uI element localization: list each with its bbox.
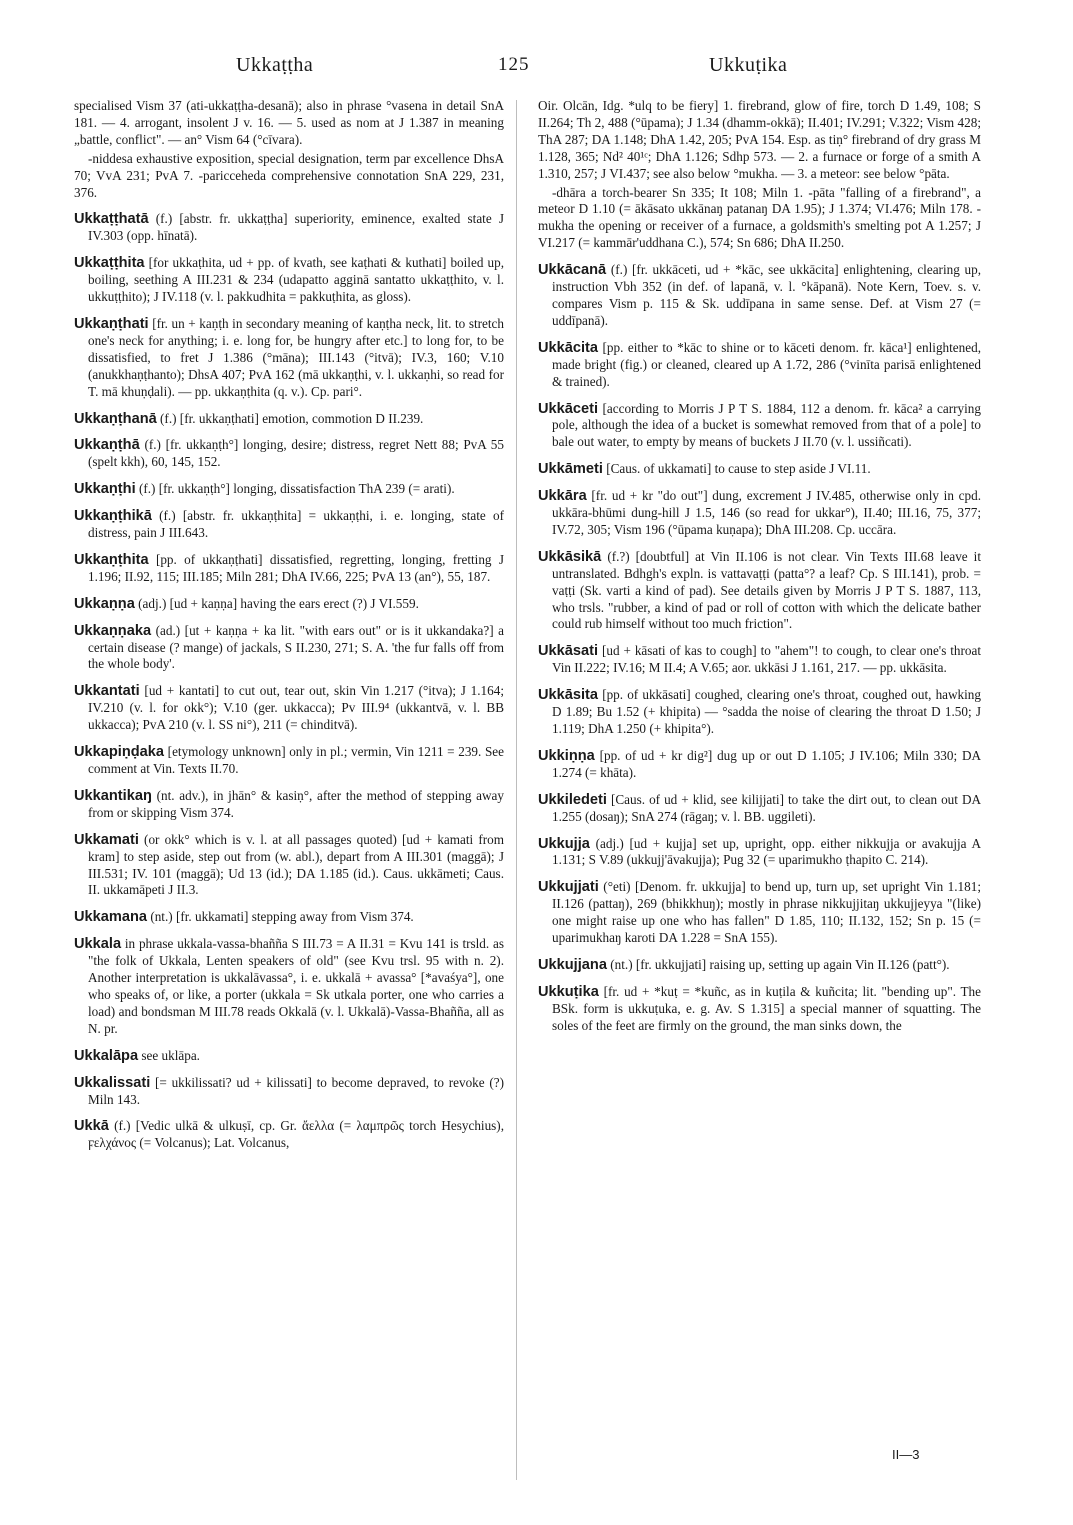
dictionary-entry bbox=[538, 461, 981, 478]
entry-text: (or okk° which is v. l. at all passages quoted) [ud + kamati from kram] to step aside, step out from (w. abl.), depart from A III.301 (maggā); J III.531; IV. 101 (maggā); Ud 13 (id.); DA 1.185 (id.). Caus. ukkāmeti; Caus. II. ukkamāpeti J II.3. bbox=[88, 831, 504, 898]
entry-headword: Ukkalissati bbox=[74, 1074, 151, 1091]
entry-headword: Ukkalāpa bbox=[74, 1047, 139, 1064]
dictionary-entry bbox=[74, 437, 504, 471]
entry-headword: Ukkaṇṇa bbox=[74, 595, 135, 612]
entry-headword: Ukkapiṇḍaka bbox=[74, 744, 165, 761]
dictionary-entry bbox=[74, 255, 504, 306]
entry-headword: Ukkāra bbox=[538, 488, 587, 505]
entry-headword: Ukkācita bbox=[538, 339, 599, 356]
dictionary-entry bbox=[74, 683, 504, 734]
entry-headword: Ukkaṇṭhā bbox=[74, 437, 140, 454]
dictionary-entry bbox=[74, 211, 504, 245]
entry-text: (f.) [abstr. fr. ukkaṭṭha] superiority, eminence, exalted state J IV.303 (opp. hīnatā). bbox=[88, 211, 504, 244]
entry-headword: Ukkantikaŋ bbox=[74, 787, 152, 804]
dictionary-entry bbox=[74, 596, 504, 613]
entry-text: [pp. of ud + kr dig²] dug up or out D 1.105; J IV.106; Miln 330; DA 1.274 (= khāta). bbox=[552, 747, 981, 780]
entry-headword: Ukkā bbox=[74, 1118, 109, 1135]
dictionary-entry bbox=[74, 623, 504, 674]
entry-text: [fr. un + kaṇṭh in secondary meaning of kaṇṭha neck, lit. to stretch one's neck for anything; i. e. long for, be hungry after etc.] to long for, to be dissatisfied, to fret J 1.386 (°māna); III.143 (°itvā); IV.3, 160; V.10 (anukkhaṇṭhanto); DhsA 407; PvA 162 (mā ukkaṇṭhi, v. l. ukkaṇhi, so read for T. mā khuṇḍali). — pp. ukkaṇṭhita (q. v.). Cp. pari°. bbox=[88, 315, 504, 399]
entry-headword: Ukkaṭṭhatā bbox=[74, 211, 149, 228]
entry-headword: Ukkaṇṭhikā bbox=[74, 508, 152, 525]
entry-headword: Ukkamana bbox=[74, 909, 148, 926]
dictionary-entry bbox=[538, 836, 981, 870]
entry-headword: Ukkaṇṭhi bbox=[74, 481, 136, 498]
entry-text: Oir. Olcān, Idg. *ulq to be fiery] 1. firebrand, glow of fire, torch D 1.49, 108; S II.264; Th 2, 488 (°ūpama); J 1.34 (dhamm-okkā); II.401; IV.291; V.322; Vism 428; ThA 287; DA 1.148; DhA 1.42, 205; PvA 154. Esp. as tiṇ° firebrand of dry grass M 1.128, 365; Nd² 40¹ᶜ; DhA 1.126; Sdhp 573. — 2. a furnace or forge of a smith A 1.310, 257; J VI.437; see also below °mukha. — 3. a meteor: see below °pāta. bbox=[538, 98, 981, 181]
entry-headword: Ukkaṭṭhita bbox=[74, 255, 145, 272]
entry-headword: Ukkāsita bbox=[538, 687, 599, 704]
entry-text: [pp. of ukkāsati] coughed, clearing one's throat, coughed out, hawking D 1.89; Bu 1.52 (+ khipita) — °sadda the noise of clearing the throat D 1.50; J 1.119; DhA 1.250 (+ khipita°). bbox=[552, 687, 981, 736]
dictionary-entry bbox=[74, 98, 504, 149]
dictionary-entry bbox=[74, 481, 504, 498]
entry-headword: Ukkujjana bbox=[538, 956, 607, 973]
right-column bbox=[538, 98, 981, 1045]
dictionary-entry bbox=[74, 936, 504, 1037]
dictionary-entry bbox=[538, 185, 981, 253]
entry-headword: Ukkujjati bbox=[538, 879, 599, 896]
entry-headword: Ukkāceti bbox=[538, 400, 599, 417]
entry-text: (f.) [abstr. fr. ukkaṇṭhita] = ukkaṇṭhi, i. e. longing, state of distress, pain J III.643. bbox=[88, 508, 504, 541]
dictionary-entry bbox=[538, 98, 981, 183]
dictionary-entry bbox=[74, 411, 504, 428]
dictionary-entry bbox=[74, 316, 504, 401]
entry-headword: Ukkaṇṭhanā bbox=[74, 410, 157, 427]
entry-headword: Ukkiṇṇa bbox=[538, 747, 595, 764]
entry-headword: Ukkaṇṭhita bbox=[74, 551, 149, 568]
left-column bbox=[74, 98, 504, 1162]
dictionary-entry bbox=[538, 262, 981, 330]
dictionary-entry bbox=[538, 549, 981, 634]
dictionary-entry bbox=[74, 909, 504, 926]
column-divider bbox=[516, 100, 517, 1480]
entry-text: [for ukkaṭhita, ud + pp. of kvath, see kaṭhati & kuthati] boiled up, boiling, seething A III.231 & 234 (udapatto agginā santatto ukkaṭṭhito, v. l. ukkuṭṭhito); J IV.118 (v. l. pakkudhita = pakkuṭhita, as gloss). bbox=[88, 255, 504, 305]
dictionary-entry bbox=[538, 792, 981, 826]
entry-text: (adj.) [ud + kujja] set up, upright, opp. either nikkujja or avakujja A 1.131; S V.89 (ukkujj'āvakujja); Pug 32 (= uparimukho ṭhapito C. 214). bbox=[552, 835, 981, 868]
entry-headword: Ukkāsati bbox=[538, 643, 599, 660]
dictionary-entry bbox=[538, 687, 981, 738]
entry-text: [according to Morris J P T S. 1884, 112 a denom. fr. kāca² a carrying pole, although the idea of a bucket is somewhat removed from that of a pole] to bale out water, to empty by means of buckets J II.70 (v. l. ussiñcati). bbox=[552, 400, 981, 450]
dictionary-entry bbox=[74, 788, 504, 822]
entry-text: (f.) [fr. ukkaṇṭhati] emotion, commotion D II.239. bbox=[156, 410, 424, 426]
entry-headword: Ukkamati bbox=[74, 831, 139, 848]
entry-text: [pp. either to *kāc to shine or to kāceti denom. fr. kāca¹] enlightened, made bright (fig.) or cleaned, cleared up A 1.72, 286 (°vinīta parisā enlightened & trained). bbox=[552, 339, 981, 389]
header-left-headword: Ukkaṭṭha bbox=[236, 54, 314, 76]
dictionary-entry bbox=[74, 552, 504, 586]
dictionary-entry bbox=[538, 748, 981, 782]
entry-text: [Caus. of ud + klid, see kilijjati] to take the dirt out, to clean out DA 1.255 (dosaŋ); SnA 274 (rāgaŋ; v. l. BB. uggileti). bbox=[552, 791, 981, 824]
entry-headword: Ukkujja bbox=[538, 835, 590, 852]
entry-headword: Ukkāsikā bbox=[538, 548, 602, 565]
dictionary-entry bbox=[74, 508, 504, 542]
entry-text: (f.) [fr. ukkāceti, ud + *kāc, see ukkācita] enlightening, clearing up, instruction Vbh 352 (in def. of lapanā, v. l. °kāpanā). Note Kern, Toev. s. v. compares Vism p. 115 & Sk. uddīpana in same sense. Def. at Vism 27 (= uddīpanā). bbox=[552, 262, 981, 328]
entry-text: specialised Vism 37 (ati-ukkaṭṭha-desanā); also in phrase °vasena in detail SnA 181. — 4. arrogant, insolent J v. 16. — 5. used as nom at J 1.387 in meaning „battle, conflict". — an° Vism 64 (°cīvara). bbox=[74, 98, 504, 147]
entry-text: [Caus. of ukkamati] to cause to step aside J VI.11. bbox=[602, 461, 871, 477]
entry-text: (f.) [Vedic ulkā & ulkuṣī, cp. Gr. ἄελλα (= λαμπρῶς torch Hesychius), ϝελχάνος (= Volcanus); Lat. Volcanus, bbox=[88, 1118, 504, 1151]
dictionary-entry bbox=[538, 340, 981, 391]
dictionary-entry bbox=[74, 744, 504, 778]
entry-headword: Ukkācanā bbox=[538, 262, 607, 279]
entry-headword: Ukkaṇṇaka bbox=[74, 622, 152, 639]
entry-text: (f.) [fr. ukkaṇṭh°] longing, desire; distress, regret Nett 88; PvA 55 (spelt kkh), 60, 145, 152. bbox=[88, 437, 504, 470]
dictionary-entry bbox=[74, 1118, 504, 1152]
dictionary-entry bbox=[538, 879, 981, 947]
page-number: 125 bbox=[498, 54, 530, 75]
entry-text: (adj.) [ud + kaṇṇa] having the ears erect (?) J VI.559. bbox=[134, 595, 419, 611]
entry-headword: Ukkaṇṭhati bbox=[74, 315, 149, 332]
entry-headword: Ukkāmeti bbox=[538, 461, 603, 478]
dictionary-entry bbox=[74, 151, 504, 202]
entry-text: [pp. of ukkaṇṭhati] dissatisfied, regretting, longing, fretting J 1.196; II.92, 115; III.185; Miln 281; DhA IV.66, 225; PvA 13 (an°), 55, 187. bbox=[88, 551, 504, 584]
entry-text: see uklāpa. bbox=[138, 1047, 200, 1063]
entry-text: [etymology unknown] only in pl.; vermin, Vin 1211 = 239. See comment at Vin. Texts II.70. bbox=[88, 744, 504, 776]
entry-text: -niddesa exhaustive exposition, special designation, term par excellence DhsA 70; VvA 231; PvA 7. -paricceheda comprehensive connotation SnA 229, 231, 376. bbox=[74, 150, 504, 200]
dictionary-entry bbox=[538, 984, 981, 1035]
dictionary-entry bbox=[538, 401, 981, 452]
dictionary-entry bbox=[74, 1048, 504, 1065]
entry-text: (nt.) [fr. ukkamati] stepping away from Vism 374. bbox=[147, 909, 414, 925]
entry-text: [ud + kāsati of kas to cough] to "ahem"! to cough, to clear one's throat Vin II.222; IV.16; M II.4; A V.65; aor. ukkāsi J 1.161, 217. — pp. ukkāsita. bbox=[552, 643, 981, 676]
dictionary-entry bbox=[538, 643, 981, 677]
entry-headword: Ukkiledeti bbox=[538, 791, 607, 808]
entry-headword: Ukkantati bbox=[74, 683, 140, 700]
entry-headword: Ukkala bbox=[74, 936, 122, 953]
page-header bbox=[70, 54, 1000, 82]
entry-text: [fr. ud + *kuṭ = *kuñc, as in kuṭila & kuñcita; lit. "bending up". The BSk. form is ukkuṭuka, e. g. Av. S 1.315] a special manner of squatting. The soles of the feet are firmly on the ground, the man sinks down, the bbox=[552, 983, 981, 1033]
dictionary-entry bbox=[74, 1075, 504, 1109]
entry-text: [fr. ud + kr "do out"] dung, excrement J IV.485, otherwise only in cpd. ukkāra-bhūmi dung-hill J 1.5, 146 (so read for ukkar°), II.40; III.16, 75, 377; IV.72, 305; Vism 196 (°ūpama kuṇapa); DhA III.208. Cp. uccāra. bbox=[552, 488, 981, 537]
signature-mark: II—3 bbox=[892, 1447, 920, 1462]
dictionary-entry bbox=[74, 832, 504, 900]
header-right-headword: Ukkuṭika bbox=[709, 54, 788, 76]
dictionary-entry bbox=[538, 488, 981, 539]
entry-text: (°eti) [Denom. fr. ukkujja] to bend up, turn up, set upright Vin 1.181; II.126 (pattaŋ), 269 (bhikkhuŋ); mostly in phrase nikkujjitaŋ ukkujjeyya "(like) one might raise up one who has fallen" D 1.85, 110; II.132, 152; Sn p. 15 (= uparimukhaŋ karoti DA 1.228 = SnA 155). bbox=[552, 879, 981, 946]
entry-text: in phrase ukkala-vassa-bhañña S III.73 = A II.31 = Kvu 141 is trsld. as "the folk of Ukkala, Lenten speakers of old" (see Kvu trsl. 95 with n. 2). Another interpretation is ukkalāvassa°, i. e. ukkalā + avassa° [*avaśya°], one who speaks of, or like, a porter (ukkala = Sk utkala porter, one who carries a load) and bondsman M III.78 reads Okkalā (v. l. Ukkalā)-Vassa-Bhañña, all as N. pr. bbox=[88, 936, 504, 1036]
entry-text: (f.?) [doubtful] at Vin II.106 is not clear. Vin Texts III.68 leave it untranslated. Bdhgh's expln. is vattavaṭṭi (patta°? a leaf? Cp. S III.141), prob. = vaṭṭi (Sk. varti a kind of pad). See details given by Morris J P T S. 1887, 113, who trsls. "rubber, a kind of pad or roll of cotton with which the delicate bather could rub himself without too much friction". bbox=[552, 548, 981, 632]
entry-headword: Ukkuṭika bbox=[538, 983, 599, 1000]
entry-text: [= ukkilissati? ud + kilissati] to become depraved, to revoke (?) Miln 143. bbox=[88, 1074, 504, 1107]
dictionary-entry bbox=[538, 957, 981, 974]
entry-text: -dhāra a torch-bearer Sn 335; It 108; Miln 1. -pāta "falling of a firebrand", a meteor D 1.10 (= ākāsato ukkānaŋ patanaŋ DA 1.95); J 1.374; VI.476; Miln 178. -mukha the opening or receiver of a furnace, a goldsmith's smelting pot A 1.257; J VI.217 (= kammār'uddhana C.), 574; Sn 686; DhA II.250. bbox=[538, 184, 981, 251]
entry-text: (nt.) [fr. ukkujjati] raising up, setting up again Vin II.126 (patt°). bbox=[606, 956, 950, 972]
entry-text: [ud + kantati] to cut out, tear out, skin Vin 1.217 (°itva); J 1.164; IV.210 (v. l. for okk°); V.10 (ger. ukkacca); Pv III.9⁴ (ukkantvā, v. l. BB ukkacca); PvA 210 (v. l. SS ni°), 211 (= chinditvā). bbox=[88, 683, 504, 733]
entry-text: (f.) [fr. ukkaṇṭh°] longing, dissatisfaction ThA 239 (= arati). bbox=[135, 481, 455, 497]
entry-text: (nt. adv.), in jhān° & kasiṇ°, after the method of stepping away from or skipping Vism 374. bbox=[88, 787, 504, 820]
entry-text: (ad.) [ut + kaṇṇa + ka lit. "with ears out" or is it ukkandaka?] a certain disease (? mange) of jackals, S II.230, 271; S. A. 'the fur falls off from the whole body'. bbox=[88, 622, 504, 672]
